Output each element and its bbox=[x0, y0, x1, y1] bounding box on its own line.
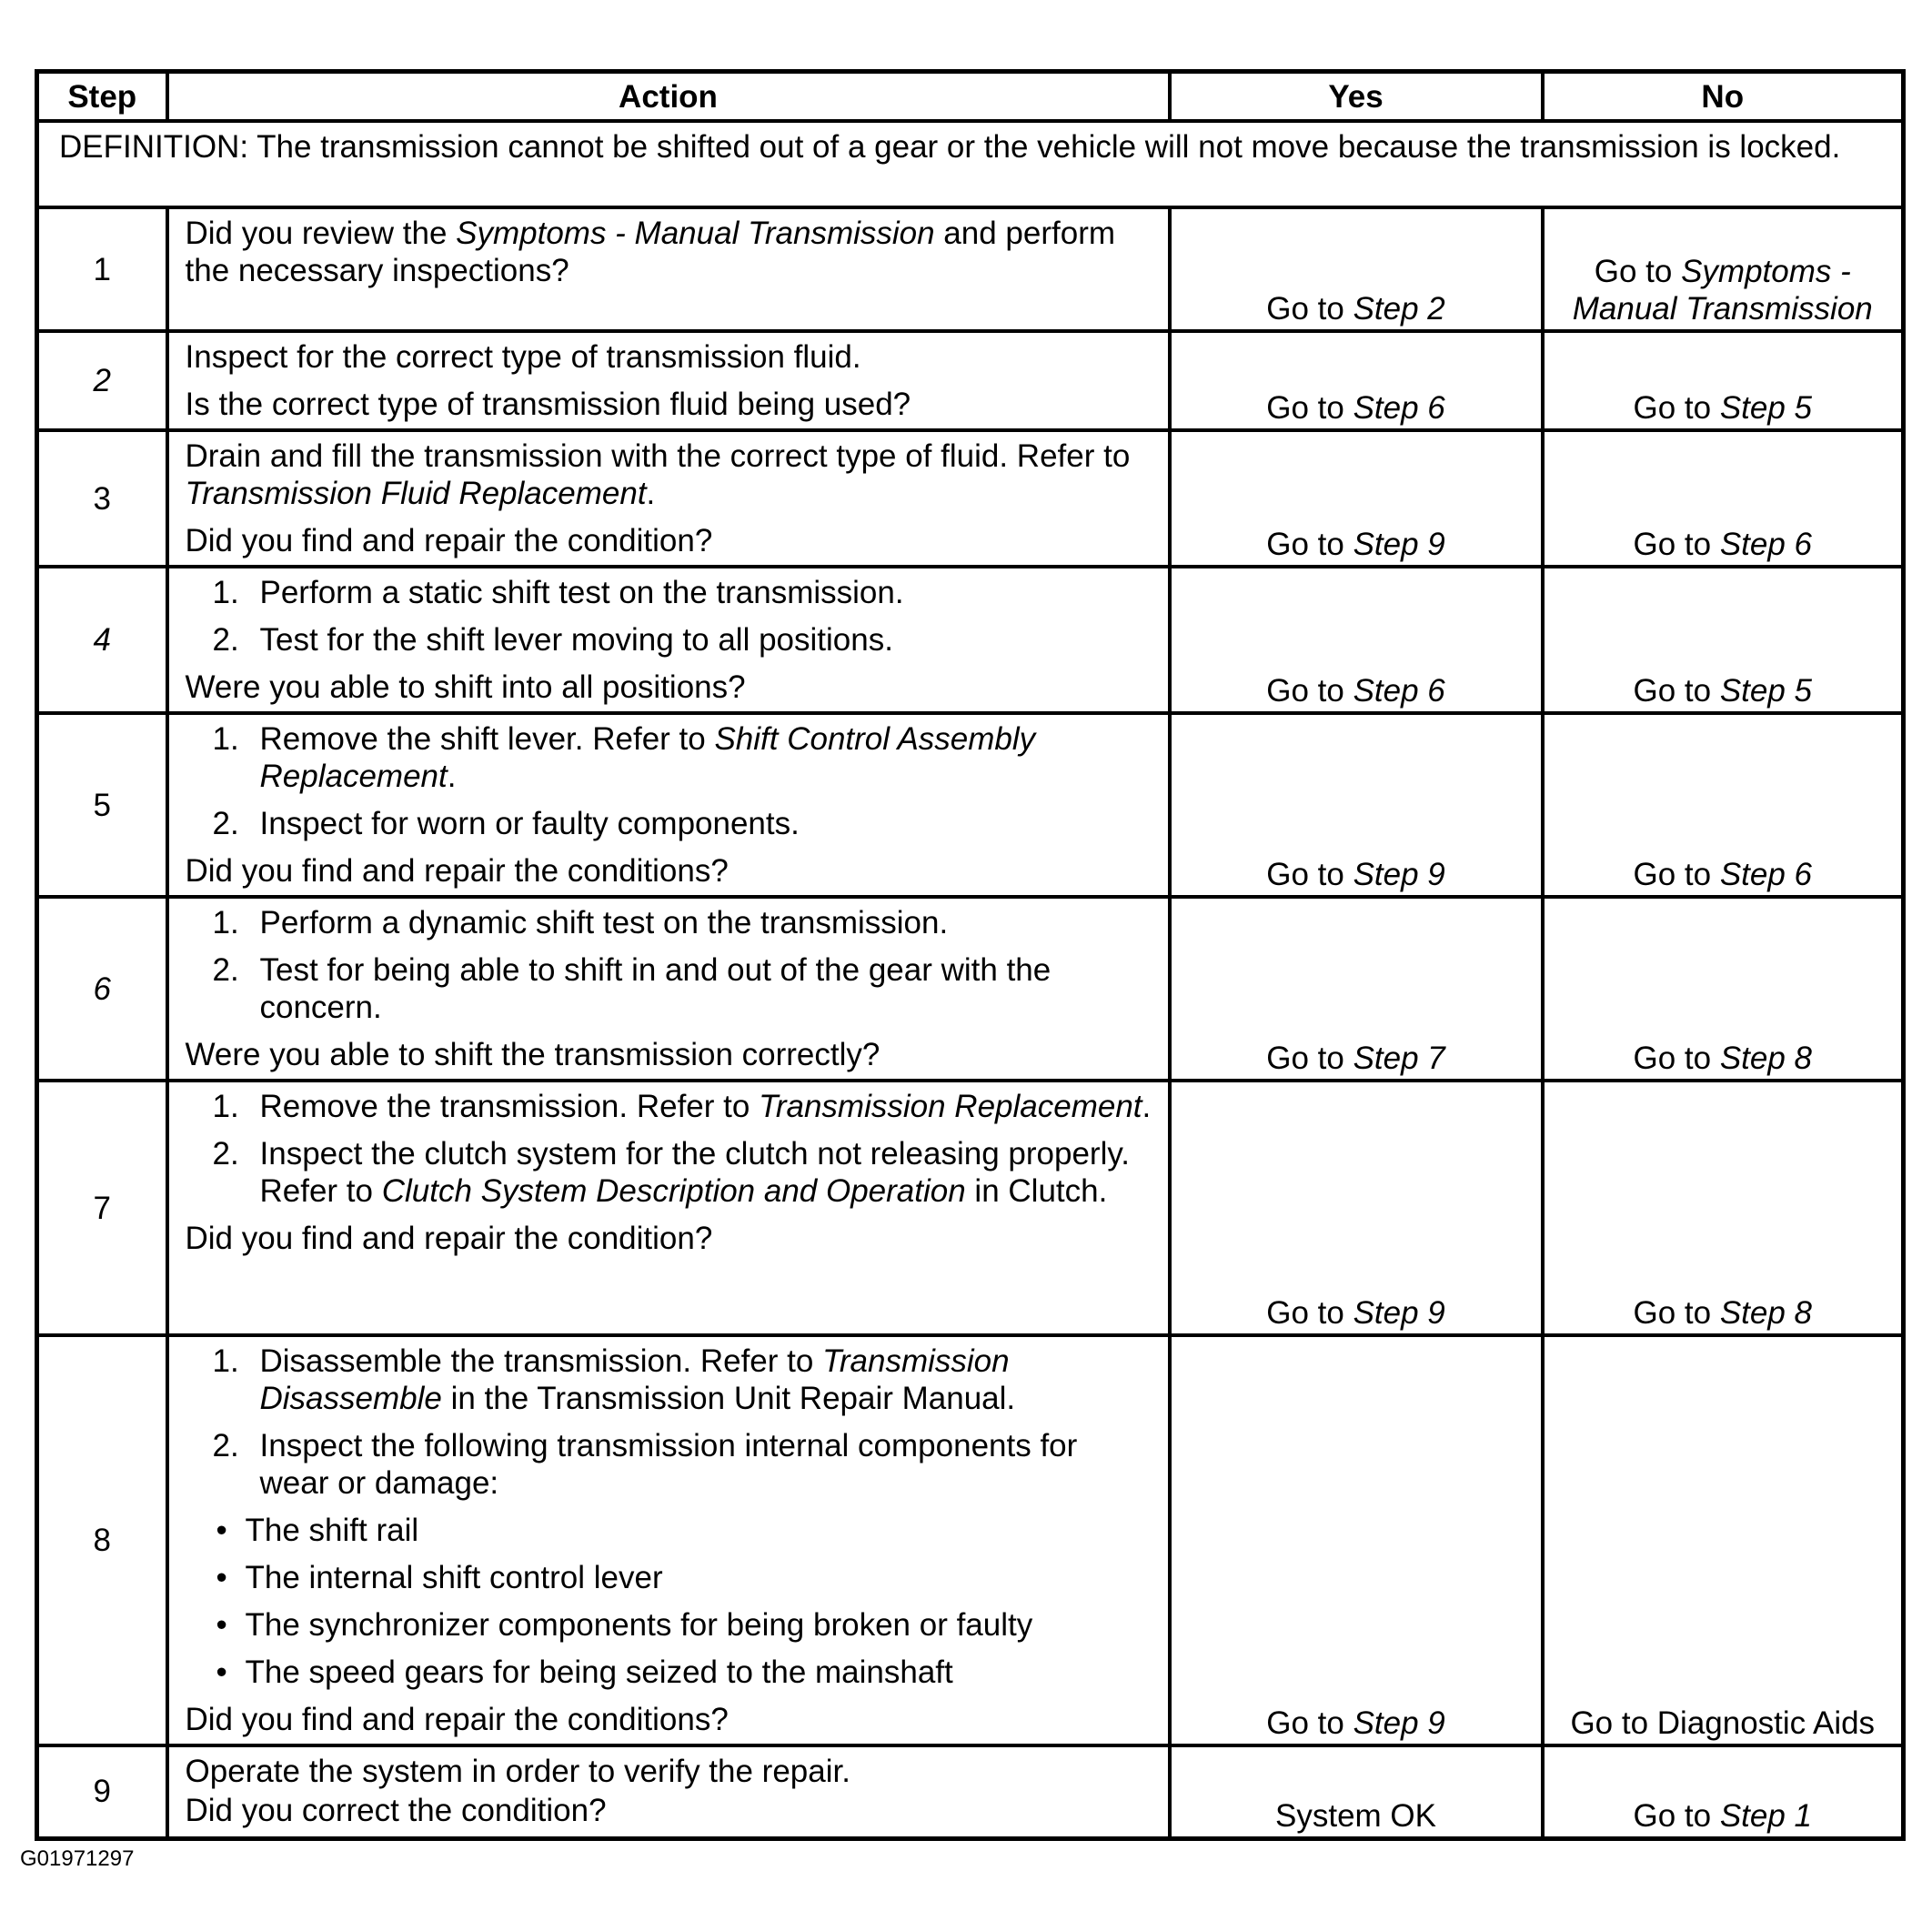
step-number: 5 bbox=[37, 713, 167, 897]
yes-cell: Go to Step 9 bbox=[1170, 430, 1543, 567]
definition-row bbox=[37, 121, 1904, 207]
action-text: Drain and fill the transmission with the correct type of fluid. Refer to Transmission Fluid Replacement. bbox=[185, 438, 1131, 511]
step-link: Step 8 bbox=[1719, 1295, 1813, 1331]
step-link: Step 5 bbox=[1719, 673, 1813, 709]
action-cell bbox=[167, 713, 1170, 897]
action-text: Inspect for the correct type of transmission fluid. bbox=[185, 339, 861, 375]
step-link: Step 9 bbox=[1353, 857, 1445, 892]
bullet-item: • The shift rail bbox=[216, 1513, 419, 1548]
step-link: Step 9 bbox=[1353, 1295, 1445, 1331]
numbered-item: 2. Test for the shift lever moving to all positions. bbox=[212, 622, 893, 658]
table-row bbox=[37, 567, 1904, 713]
action-question: Did you find and repair the condition? bbox=[185, 523, 713, 558]
action-question: Is the correct type of transmission fluid being used? bbox=[185, 387, 911, 422]
no-cell: Go to Step 6 bbox=[1543, 430, 1904, 567]
yes-cell: Go to Step 6 bbox=[1170, 331, 1543, 430]
step-link: Step 9 bbox=[1353, 1705, 1445, 1741]
doc-link: Symptoms - Manual Transmission bbox=[1572, 254, 1873, 327]
step-link: Step 6 bbox=[1719, 857, 1813, 892]
step-link: Step 6 bbox=[1719, 527, 1813, 562]
step-link: Step 9 bbox=[1353, 527, 1445, 562]
step-link: Step 2 bbox=[1353, 291, 1445, 327]
yes-cell: Go to Step 9 bbox=[1170, 713, 1543, 897]
table-row bbox=[37, 430, 1904, 567]
step-link: Step 8 bbox=[1719, 1041, 1813, 1076]
bullet-item: • The synchronizer components for being broken or faulty bbox=[216, 1607, 1033, 1643]
figure-id-label: G01971297 bbox=[20, 1846, 135, 1871]
no-cell: Go to Step 8 bbox=[1543, 1081, 1904, 1335]
header-no: No bbox=[1543, 72, 1904, 122]
table-row bbox=[37, 713, 1904, 897]
definition-text: DEFINITION: The transmission cannot be shifted out of a gear or the vehicle will not move because the transmission is locked. bbox=[37, 121, 1904, 207]
no-cell: Go to Step 1 bbox=[1543, 1745, 1904, 1838]
doc-link: Transmission Disassemble bbox=[259, 1343, 1010, 1416]
action-cell bbox=[167, 897, 1170, 1081]
action-question: Did you correct the condition? bbox=[185, 1793, 607, 1828]
action-cell bbox=[167, 1745, 1170, 1838]
no-cell: Go to Step 5 bbox=[1543, 567, 1904, 713]
yes-cell: System OK bbox=[1170, 1745, 1543, 1838]
step-link: Step 5 bbox=[1719, 390, 1813, 426]
numbered-item: 2. Inspect the clutch system for the clutch not releasing properly. Refer to Clutch System Description and Operation in Clutch. bbox=[212, 1136, 1130, 1209]
table-row bbox=[37, 897, 1904, 1081]
doc-link: Shift Control Assembly Replacement bbox=[259, 721, 1036, 794]
doc-link: Symptoms - Manual Transmission bbox=[456, 216, 935, 251]
yes-cell: Go to Step 6 bbox=[1170, 567, 1543, 713]
header-yes: Yes bbox=[1170, 72, 1543, 122]
no-cell: Go to Step 5 bbox=[1543, 331, 1904, 430]
numbered-item: 1. Perform a static shift test on the transmission. bbox=[212, 575, 904, 610]
table-row bbox=[37, 1335, 1904, 1745]
numbered-item: 2. Inspect the following transmission internal components for wear or damage: bbox=[212, 1428, 1078, 1501]
yes-cell: Go to Step 2 bbox=[1170, 207, 1543, 331]
action-question: Did you find and repair the conditions? bbox=[185, 1702, 729, 1737]
diagnostic-table bbox=[35, 69, 1906, 1841]
header-action: Action bbox=[167, 72, 1170, 122]
bullet-item: • The internal shift control lever bbox=[216, 1560, 663, 1595]
action-cell bbox=[167, 430, 1170, 567]
no-cell: Go to Step 8 bbox=[1543, 897, 1904, 1081]
action-question: Did you find and repair the condition? bbox=[185, 1221, 713, 1256]
action-cell bbox=[167, 1081, 1170, 1335]
numbered-item: 2. Test for being able to shift in and out of the gear with the concern. bbox=[212, 952, 1052, 1025]
step-link: Step 6 bbox=[1353, 390, 1445, 426]
table-row bbox=[37, 1745, 1904, 1838]
action-question: Did you find and repair the conditions? bbox=[185, 853, 729, 889]
table-row bbox=[37, 207, 1904, 331]
doc-link: Transmission Replacement bbox=[759, 1089, 1142, 1124]
step-link: Step 7 bbox=[1353, 1041, 1445, 1076]
step-number: 2 bbox=[37, 331, 167, 430]
action-cell bbox=[167, 567, 1170, 713]
step-number: 8 bbox=[37, 1335, 167, 1745]
yes-cell: Go to Step 9 bbox=[1170, 1081, 1543, 1335]
table-row bbox=[37, 1081, 1904, 1335]
step-number: 7 bbox=[37, 1081, 167, 1335]
step-number: 4 bbox=[37, 567, 167, 713]
action-question: Were you able to shift into all positions? bbox=[185, 669, 746, 705]
action-question: Were you able to shift the transmission correctly? bbox=[185, 1037, 880, 1072]
step-link: Step 1 bbox=[1719, 1797, 1813, 1834]
no-cell: Go to Step 6 bbox=[1543, 713, 1904, 897]
yes-cell: Go to Step 7 bbox=[1170, 897, 1543, 1081]
numbered-item: 1. Remove the transmission. Refer to Transmission Replacement. bbox=[212, 1089, 1152, 1124]
numbered-item: 1. Remove the shift lever. Refer to Shift Control Assembly Replacement. bbox=[212, 721, 1036, 794]
bullet-item: • The speed gears for being seized to the mainshaft bbox=[216, 1654, 953, 1690]
doc-link: Transmission Fluid Replacement bbox=[185, 476, 647, 511]
numbered-item: 1. Perform a dynamic shift test on the transmission. bbox=[212, 905, 949, 940]
action-question: Did you review the Symptoms - Manual Transmission and perform the necessary inspections? bbox=[185, 216, 1116, 288]
step-link: Step 6 bbox=[1353, 673, 1445, 709]
step-number: 3 bbox=[37, 430, 167, 567]
action-text: Operate the system in order to verify the repair. bbox=[185, 1754, 850, 1789]
action-cell bbox=[167, 1335, 1170, 1745]
no-cell: Go to Diagnostic Aids bbox=[1543, 1335, 1904, 1745]
header-step: Step bbox=[37, 72, 167, 122]
step-number: 6 bbox=[37, 897, 167, 1081]
no-cell: Go to Symptoms - Manual Transmission bbox=[1543, 207, 1904, 331]
header-row bbox=[37, 72, 1904, 122]
step-number: 1 bbox=[37, 207, 167, 331]
numbered-item: 2. Inspect for worn or faulty components. bbox=[212, 806, 800, 841]
action-cell bbox=[167, 207, 1170, 331]
numbered-item: 1. Disassemble the transmission. Refer to Transmission Disassemble in the Transmission Unit Repair Manual. bbox=[212, 1343, 1016, 1416]
doc-link: Clutch System Description and Operation bbox=[381, 1173, 966, 1209]
step-number: 9 bbox=[37, 1745, 167, 1838]
table-row bbox=[37, 331, 1904, 430]
yes-cell: Go to Step 9 bbox=[1170, 1335, 1543, 1745]
action-cell bbox=[167, 331, 1170, 430]
